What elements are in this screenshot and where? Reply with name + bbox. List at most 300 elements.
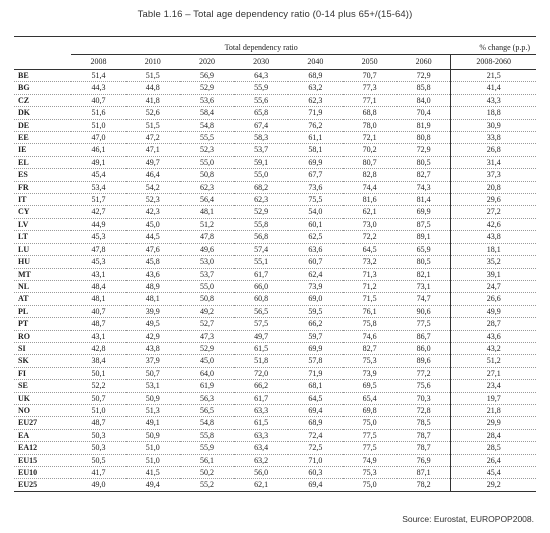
table-row — [14, 467, 536, 479]
ratio-value: 53,7 — [180, 268, 234, 280]
ratio-value: 75,8 — [343, 318, 397, 330]
ratio-value: 82,7 — [343, 342, 397, 354]
change-value: 51,2 — [451, 355, 536, 367]
table-row — [14, 107, 536, 119]
ratio-value: 86,0 — [397, 342, 451, 354]
country-code: BE — [14, 70, 71, 82]
ratio-value: 51,5 — [126, 70, 180, 82]
country-code: NL — [14, 280, 71, 292]
change-value: 27,2 — [451, 206, 536, 218]
ratio-value: 80,5 — [397, 156, 451, 168]
ratio-value: 50,2 — [180, 467, 234, 479]
country-code: DE — [14, 119, 71, 131]
country-code: PL — [14, 305, 71, 317]
ratio-value: 57,4 — [234, 243, 288, 255]
ratio-value: 47,0 — [71, 132, 125, 144]
table-row — [14, 355, 536, 367]
country-code: EL — [14, 156, 71, 168]
country-code: SK — [14, 355, 71, 367]
ratio-value: 48,9 — [126, 280, 180, 292]
change-value: 37,3 — [451, 169, 536, 181]
ratio-value: 74,6 — [343, 330, 397, 342]
ratio-value: 48,1 — [71, 293, 125, 305]
ratio-value: 63,3 — [234, 404, 288, 416]
ratio-value: 82,7 — [397, 169, 451, 181]
change-value: 33,8 — [451, 132, 536, 144]
table-row — [14, 94, 536, 106]
ratio-value: 69,0 — [288, 293, 342, 305]
ratio-value: 50,8 — [180, 293, 234, 305]
ratio-value: 84,0 — [397, 94, 451, 106]
ratio-value: 75,5 — [288, 194, 342, 206]
ratio-value: 66,2 — [234, 380, 288, 392]
ratio-value: 38,4 — [71, 355, 125, 367]
country-code: BG — [14, 82, 71, 94]
change-value: 45,4 — [451, 467, 536, 479]
ratio-value: 41,5 — [126, 467, 180, 479]
country-code: CY — [14, 206, 71, 218]
table-row — [14, 181, 536, 193]
ratio-value: 69,9 — [288, 342, 342, 354]
change-value: 43,6 — [451, 330, 536, 342]
ratio-value: 71,9 — [288, 367, 342, 379]
ratio-value: 55,0 — [180, 156, 234, 168]
change-value: 26,6 — [451, 293, 536, 305]
ratio-value: 78,7 — [397, 429, 451, 441]
ratio-value: 59,5 — [288, 305, 342, 317]
ratio-value: 78,5 — [397, 417, 451, 429]
table-title: Table 1.16 – Total age dependency ratio (0-14 plus 65+/(15-64)) — [137, 9, 413, 20]
ratio-value: 50,8 — [180, 169, 234, 181]
ratio-value: 43,8 — [126, 342, 180, 354]
change-header: % change (p.p.) — [451, 41, 536, 55]
country-code: UK — [14, 392, 71, 404]
ratio-value: 51,3 — [126, 404, 180, 416]
group-header-row — [14, 41, 536, 55]
ratio-value: 74,9 — [343, 454, 397, 466]
ratio-value: 55,0 — [234, 169, 288, 181]
change-value: 19,7 — [451, 392, 536, 404]
ratio-value: 80,8 — [397, 132, 451, 144]
ratio-value: 71,3 — [343, 268, 397, 280]
table-row — [14, 194, 536, 206]
ratio-value: 48,1 — [126, 293, 180, 305]
ratio-value: 50,9 — [126, 429, 180, 441]
ratio-value: 62,4 — [288, 268, 342, 280]
ratio-value: 63,3 — [234, 429, 288, 441]
ratio-value: 55,2 — [180, 479, 234, 491]
ratio-value: 52,6 — [126, 107, 180, 119]
table-row — [14, 305, 536, 317]
ratio-value: 74,3 — [397, 181, 451, 193]
ratio-value: 64,0 — [180, 367, 234, 379]
ratio-value: 50,9 — [126, 392, 180, 404]
ratio-value: 56,4 — [180, 194, 234, 206]
ratio-value: 47,6 — [126, 243, 180, 255]
ratio-value: 64,3 — [234, 70, 288, 82]
ratio-value: 51,0 — [71, 119, 125, 131]
ratio-value: 66,0 — [234, 280, 288, 292]
ratio-value: 73,6 — [288, 181, 342, 193]
country-code: EU27 — [14, 417, 71, 429]
country-code: LT — [14, 231, 71, 243]
ratio-value: 73,9 — [343, 367, 397, 379]
ratio-value: 40,7 — [71, 94, 125, 106]
ratio-value: 61,9 — [180, 380, 234, 392]
ratio-value: 50,1 — [71, 367, 125, 379]
ratio-value: 81,4 — [397, 194, 451, 206]
table-row — [14, 70, 536, 82]
ratio-value: 50,7 — [71, 392, 125, 404]
table-body — [14, 70, 536, 492]
ratio-value: 68,1 — [288, 380, 342, 392]
change-value: 30,9 — [451, 119, 536, 131]
change-value: 41,4 — [451, 82, 536, 94]
ratio-value: 45,8 — [126, 256, 180, 268]
country-code: HU — [14, 256, 71, 268]
ratio-value: 75,0 — [343, 417, 397, 429]
ratio-value: 81,9 — [397, 119, 451, 131]
change-value: 21,5 — [451, 70, 536, 82]
ratio-value: 76,2 — [288, 119, 342, 131]
ratio-value: 76,9 — [397, 454, 451, 466]
ratio-value: 90,6 — [397, 305, 451, 317]
ratio-value: 72,5 — [288, 442, 342, 454]
ratio-value: 55,9 — [234, 82, 288, 94]
change-value: 23,4 — [451, 380, 536, 392]
ratio-value: 60,8 — [234, 293, 288, 305]
ratio-value: 56,5 — [180, 404, 234, 416]
table-row — [14, 429, 536, 441]
ratio-value: 67,7 — [288, 169, 342, 181]
ratio-value: 49,4 — [126, 479, 180, 491]
ratio-value: 54,2 — [126, 181, 180, 193]
ratio-value: 51,4 — [71, 70, 125, 82]
ratio-value: 51,8 — [234, 355, 288, 367]
change-value: 29,2 — [451, 479, 536, 491]
ratio-value: 53,1 — [126, 380, 180, 392]
ratio-value: 52,3 — [180, 144, 234, 156]
ratio-value: 56,0 — [234, 467, 288, 479]
country-code: PT — [14, 318, 71, 330]
country-code: AT — [14, 293, 71, 305]
ratio-value: 54,8 — [180, 119, 234, 131]
ratio-value: 41,7 — [71, 467, 125, 479]
country-code: FI — [14, 367, 71, 379]
table-row — [14, 442, 536, 454]
ratio-value: 39,9 — [126, 305, 180, 317]
ratio-value: 55,8 — [234, 218, 288, 230]
ratio-value: 82,8 — [343, 169, 397, 181]
ratio-value: 50,7 — [126, 367, 180, 379]
ratio-value: 85,8 — [397, 82, 451, 94]
table-row — [14, 132, 536, 144]
ratio-value: 47,2 — [126, 132, 180, 144]
country-code: RO — [14, 330, 71, 342]
ratio-value: 57,8 — [288, 355, 342, 367]
ratio-value: 45,3 — [71, 256, 125, 268]
ratio-value: 53,4 — [71, 181, 125, 193]
ratio-value: 71,0 — [288, 454, 342, 466]
ratio-value: 86,7 — [397, 330, 451, 342]
change-value: 26,8 — [451, 144, 536, 156]
country-code: EU10 — [14, 467, 71, 479]
ratio-value: 53,7 — [234, 144, 288, 156]
ratio-value: 89,6 — [397, 355, 451, 367]
ratio-value: 49,0 — [71, 479, 125, 491]
change-value: 18,8 — [451, 107, 536, 119]
ratio-value: 41,8 — [126, 94, 180, 106]
ratio-value: 81,6 — [343, 194, 397, 206]
ratio-value: 65,4 — [343, 392, 397, 404]
table-row — [14, 243, 536, 255]
ratio-value: 62,3 — [234, 194, 288, 206]
country-code: EU25 — [14, 479, 71, 491]
ratio-value: 72,4 — [288, 429, 342, 441]
ratio-value: 50,3 — [71, 442, 125, 454]
ratio-value: 70,3 — [397, 392, 451, 404]
ratio-value: 73,9 — [288, 280, 342, 292]
ratio-value: 69,4 — [288, 479, 342, 491]
table-row — [14, 318, 536, 330]
ratio-value: 52,7 — [180, 318, 234, 330]
ratio-value: 64,5 — [288, 392, 342, 404]
ratio-value: 49,7 — [234, 330, 288, 342]
country-code: DK — [14, 107, 71, 119]
ratio-value: 62,3 — [288, 94, 342, 106]
ratio-value: 59,7 — [288, 330, 342, 342]
change-value: 20,8 — [451, 181, 536, 193]
table-row — [14, 156, 536, 168]
ratio-value: 50,3 — [71, 429, 125, 441]
table-row — [14, 330, 536, 342]
ratio-value: 61,7 — [234, 268, 288, 280]
ratio-value: 59,1 — [234, 156, 288, 168]
ratio-value: 55,5 — [180, 132, 234, 144]
ratio-value: 43,1 — [71, 268, 125, 280]
ratio-value: 69,4 — [288, 404, 342, 416]
ratio-value: 45,3 — [71, 231, 125, 243]
table-row — [14, 218, 536, 230]
ratio-value: 48,1 — [180, 206, 234, 218]
ratio-value: 69,8 — [343, 404, 397, 416]
ratio-value: 56,5 — [234, 305, 288, 317]
ratio-value: 54,0 — [288, 206, 342, 218]
ratio-value: 62,5 — [288, 231, 342, 243]
ratio-value: 63,2 — [288, 82, 342, 94]
ratio-value: 58,4 — [180, 107, 234, 119]
ratio-value: 68,9 — [288, 70, 342, 82]
ratio-value: 53,0 — [180, 256, 234, 268]
ratio-value: 69,9 — [288, 156, 342, 168]
ratio-value: 60,1 — [288, 218, 342, 230]
ratio-value: 42,3 — [126, 206, 180, 218]
country-code: EA — [14, 429, 71, 441]
country-code: EU15 — [14, 454, 71, 466]
ratio-value: 71,5 — [343, 293, 397, 305]
country-code: LU — [14, 243, 71, 255]
ratio-value: 51,5 — [126, 119, 180, 131]
ratio-value: 53,6 — [180, 94, 234, 106]
ratio-value: 42,7 — [71, 206, 125, 218]
ratio-value: 63,4 — [234, 442, 288, 454]
ratio-value: 87,1 — [397, 467, 451, 479]
table-row — [14, 280, 536, 292]
ratio-value: 48,7 — [71, 417, 125, 429]
ratio-value: 70,2 — [343, 144, 397, 156]
ratio-value: 55,6 — [234, 94, 288, 106]
ratio-value: 87,5 — [397, 218, 451, 230]
ratio-value: 61,7 — [234, 392, 288, 404]
ratio-value: 47,8 — [180, 231, 234, 243]
year-header: 2040 — [288, 55, 342, 70]
ratio-value: 46,1 — [71, 144, 125, 156]
ratio-value: 80,7 — [343, 156, 397, 168]
change-value: 49,9 — [451, 305, 536, 317]
ratio-value: 44,9 — [71, 218, 125, 230]
ratio-value: 55,1 — [234, 256, 288, 268]
change-value: 43,8 — [451, 231, 536, 243]
ratio-value: 77,3 — [343, 82, 397, 94]
ratio-value: 74,7 — [397, 293, 451, 305]
ratio-value: 49,5 — [126, 318, 180, 330]
ratio-value: 47,1 — [126, 144, 180, 156]
change-value: 26,4 — [451, 454, 536, 466]
ratio-value: 74,4 — [343, 181, 397, 193]
table-row — [14, 293, 536, 305]
ratio-value: 72,8 — [397, 404, 451, 416]
ratio-value: 75,3 — [343, 355, 397, 367]
year-header: 2008 — [71, 55, 125, 70]
table-row — [14, 392, 536, 404]
ratio-value: 66,2 — [288, 318, 342, 330]
ratio-value: 43,1 — [71, 330, 125, 342]
country-code: CZ — [14, 94, 71, 106]
ratio-value: 78,2 — [397, 479, 451, 491]
ratio-value: 68,9 — [288, 417, 342, 429]
ratio-value: 51,2 — [180, 218, 234, 230]
ratio-value: 51,7 — [71, 194, 125, 206]
ratio-value: 51,6 — [71, 107, 125, 119]
ratio-value: 51,0 — [71, 404, 125, 416]
change-value: 29,6 — [451, 194, 536, 206]
ratio-value: 89,1 — [397, 231, 451, 243]
ratio-value: 52,9 — [180, 342, 234, 354]
change-value: 43,3 — [451, 94, 536, 106]
ratio-value: 62,3 — [180, 181, 234, 193]
ratio-value: 44,3 — [71, 82, 125, 94]
ratio-value: 72,0 — [234, 367, 288, 379]
table-row — [14, 82, 536, 94]
change-value: 28,4 — [451, 429, 536, 441]
country-code: FR — [14, 181, 71, 193]
ratio-value: 55,0 — [180, 280, 234, 292]
year-header: 2060 — [397, 55, 451, 70]
ratio-value: 58,3 — [234, 132, 288, 144]
ratio-value: 37,9 — [126, 355, 180, 367]
dependency-ratio-table — [14, 36, 536, 492]
ratio-value: 50,5 — [71, 454, 125, 466]
ratio-value: 44,5 — [126, 231, 180, 243]
ratio-value: 52,9 — [234, 206, 288, 218]
ratio-value: 55,9 — [180, 442, 234, 454]
table-row — [14, 479, 536, 491]
table-row — [14, 342, 536, 354]
ratio-value: 45,4 — [71, 169, 125, 181]
ratio-value: 45,0 — [180, 355, 234, 367]
ratio-value: 72,9 — [397, 70, 451, 82]
ratio-value: 78,0 — [343, 119, 397, 131]
ratio-value: 49,2 — [180, 305, 234, 317]
ratio-value: 73,0 — [343, 218, 397, 230]
ratio-value: 52,3 — [126, 194, 180, 206]
ratio-value: 43,6 — [126, 268, 180, 280]
country-code: IE — [14, 144, 71, 156]
country-code: NO — [14, 404, 71, 416]
ratio-value: 72,9 — [397, 144, 451, 156]
ratio-value: 44,8 — [126, 82, 180, 94]
ratio-value: 69,5 — [343, 380, 397, 392]
ratio-value: 73,1 — [397, 280, 451, 292]
table-row — [14, 417, 536, 429]
change-value: 28,7 — [451, 318, 536, 330]
group-header: Total dependency ratio — [71, 41, 451, 55]
table-row — [14, 367, 536, 379]
country-code: SE — [14, 380, 71, 392]
ratio-value: 82,1 — [397, 268, 451, 280]
country-code: EA12 — [14, 442, 71, 454]
ratio-value: 57,5 — [234, 318, 288, 330]
ratio-value: 61,5 — [234, 342, 288, 354]
ratio-value: 49,1 — [126, 417, 180, 429]
ratio-value: 46,4 — [126, 169, 180, 181]
ratio-value: 68,8 — [343, 107, 397, 119]
year-header-row — [14, 55, 536, 70]
table-row — [14, 144, 536, 156]
ratio-value: 63,6 — [288, 243, 342, 255]
country-code: LV — [14, 218, 71, 230]
ratio-value: 47,8 — [71, 243, 125, 255]
change-value: 29,9 — [451, 417, 536, 429]
ratio-value: 40,7 — [71, 305, 125, 317]
ratio-value: 49,7 — [126, 156, 180, 168]
table-row — [14, 454, 536, 466]
ratio-value: 75,0 — [343, 479, 397, 491]
year-header: 2010 — [126, 55, 180, 70]
country-code: ES — [14, 169, 71, 181]
source-note: Source: Eurostat, EUROPOP2008. — [402, 514, 534, 524]
change-period-header: 2008-2060 — [451, 55, 536, 70]
country-code: IT — [14, 194, 71, 206]
year-header: 2050 — [343, 55, 397, 70]
ratio-value: 60,3 — [288, 467, 342, 479]
ratio-value: 56,1 — [180, 454, 234, 466]
change-value: 31,4 — [451, 156, 536, 168]
change-value: 43,2 — [451, 342, 536, 354]
ratio-value: 63,2 — [234, 454, 288, 466]
ratio-value: 58,1 — [288, 144, 342, 156]
country-code: MT — [14, 268, 71, 280]
ratio-value: 70,7 — [343, 70, 397, 82]
table-row — [14, 256, 536, 268]
dependency-ratio-table-wrapper — [14, 36, 536, 492]
table-row — [14, 268, 536, 280]
country-code: EE — [14, 132, 71, 144]
ratio-value: 54,8 — [180, 417, 234, 429]
ratio-value: 67,4 — [234, 119, 288, 131]
table-row — [14, 119, 536, 131]
year-header: 2030 — [234, 55, 288, 70]
